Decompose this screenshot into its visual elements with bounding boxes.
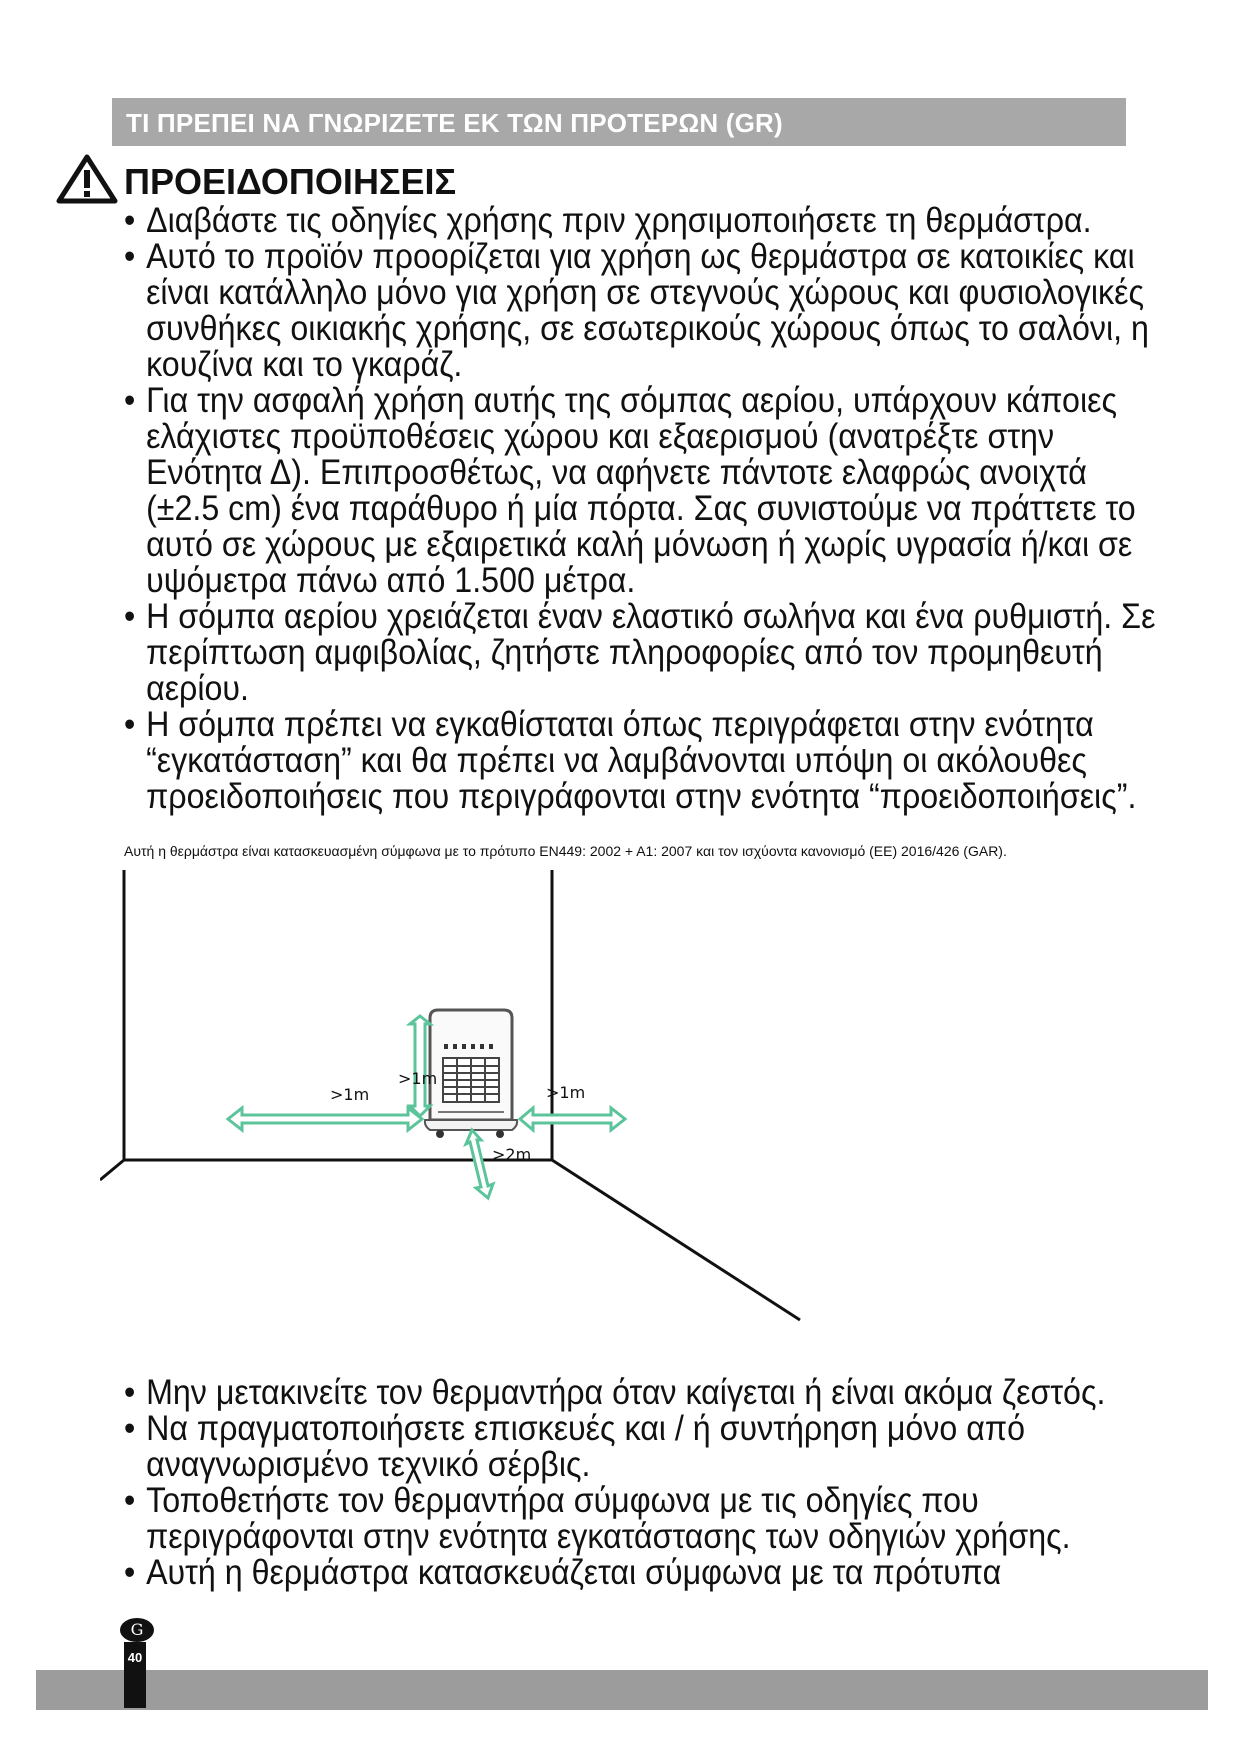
- label-left: >1m: [330, 1085, 370, 1104]
- list-item: • Η σόμπα αερίου χρειάζεται έναν ελαστικό σωλήνα και ένα ρυθμιστή. Σε περίπτωση αμφιβολίας, ζητήστε πληροφορίες από τον προμηθευτή αερίου.: [124, 597, 1156, 708]
- arrow-left: [228, 1108, 422, 1130]
- label-right: >1m: [546, 1083, 586, 1102]
- list-item: • Η σόμπα πρέπει να εγκαθίσταται όπως περιγράφεται στην ενότητα “εγκατάσταση” και θα πρέπει να λαμβάνονται υπόψη οι ακόλουθες προειδοποιήσεις που περιγράφονται στην ενότητα “προειδοποιήσεις”.: [124, 705, 1137, 816]
- warnings-title: ΠΡΟΕΙΔΟΠΟΙΗΣΕΙΣ: [124, 161, 457, 202]
- list-item: • Να πραγματοποιήσετε επισκευές και / ή συντήρηση μόνο από αναγνωρισμένο τεχνικό σέρβις.: [124, 1409, 1025, 1484]
- footer-bar: [36, 1670, 1208, 1710]
- clearance-arrows: [228, 1016, 625, 1198]
- list-item: • Αυτό το προϊόν προορίζεται για χρήση ως θερμάστρα σε κατοικίες και είναι κατάλληλο μόνο για χρήση σε στεγνούς χώρους και φυσιολογικές συνθήκες οικιακής χρήσης, σε εσωτερικούς χώρους όπως το σαλόνι, η κουζίνα και το γκαράζ.: [124, 237, 1149, 384]
- section-header-bar: [112, 98, 1126, 146]
- page-number: 40: [127, 1650, 143, 1665]
- list-item: • Για την ασφαλή χρήση αυτής της σόμπας αερίου, υπάρχουν κάποιες ελάχιστες προϋποθέσεις χώρου και εξαερισμού (ανατρέξτε στην Ενότητα Δ). Επιπροσθέτως, να αφήνετε πάντοτε ελαφρώς ανοιχτά (±2.5 cm) ένα παράθυρο ή μία πόρτα. Σας συνιστούμε να πράττετε το αυτό σε χώρους με εξαιρετικά καλή μόνωση ή χωρίς υγρασία ή/και σε υψόμετρα πάνω από 1.500 μέτρα.: [124, 381, 1136, 600]
- arrow-front: [466, 1130, 493, 1198]
- list-item: • Διαβάστε τις οδηγίες χρήσης πριν χρησιμοποιήσετε τη θερμάστρα.: [124, 201, 1092, 240]
- list-item: • Αυτή η θερμάστρα κατασκευάζεται σύμφωνα με τα πρότυπα: [124, 1553, 1002, 1592]
- clearance-diagram: [100, 870, 1180, 1350]
- label-front: >2m: [492, 1145, 532, 1164]
- list-item: • Μην μετακινείτε τον θερμαντήρα όταν καίγεται ή είναι ακόμα ζεστός.: [124, 1373, 1106, 1412]
- arrow-top: [410, 1016, 430, 1116]
- language-badge: G: [120, 1618, 154, 1642]
- warning-triangle-icon: [56, 154, 118, 204]
- label-top: >1m: [398, 1069, 438, 1088]
- gas-heater: [425, 1010, 517, 1138]
- list-item: • Τοποθετήστε τον θερμαντήρα σύμφωνα με τις οδηγίες που περιγράφονται στην ενότητα εγκατάστασης των οδηγιών χρήσης.: [124, 1481, 1071, 1556]
- section-header-title: ΤΙ ΠΡΕΠΕΙ ΝΑ ΓΝΩΡΙΖΕΤΕ ΕΚ ΤΩΝ ΠΡΟΤΕΡΩΝ (GR): [126, 108, 783, 138]
- warnings-list: [124, 203, 1184, 815]
- standard-compliance-note: Αυτή η θερμάστρα είναι κατασκευασμένη σύμφωνα με το πρότυπο EN449: 2002 + A1: 2007 και τον ισχύοντα κανονισμό (ΕΕ) 2016/426 (GAR).: [124, 843, 1007, 859]
- warnings-list-continued: [124, 1375, 1184, 1591]
- arrow-right: [520, 1108, 625, 1130]
